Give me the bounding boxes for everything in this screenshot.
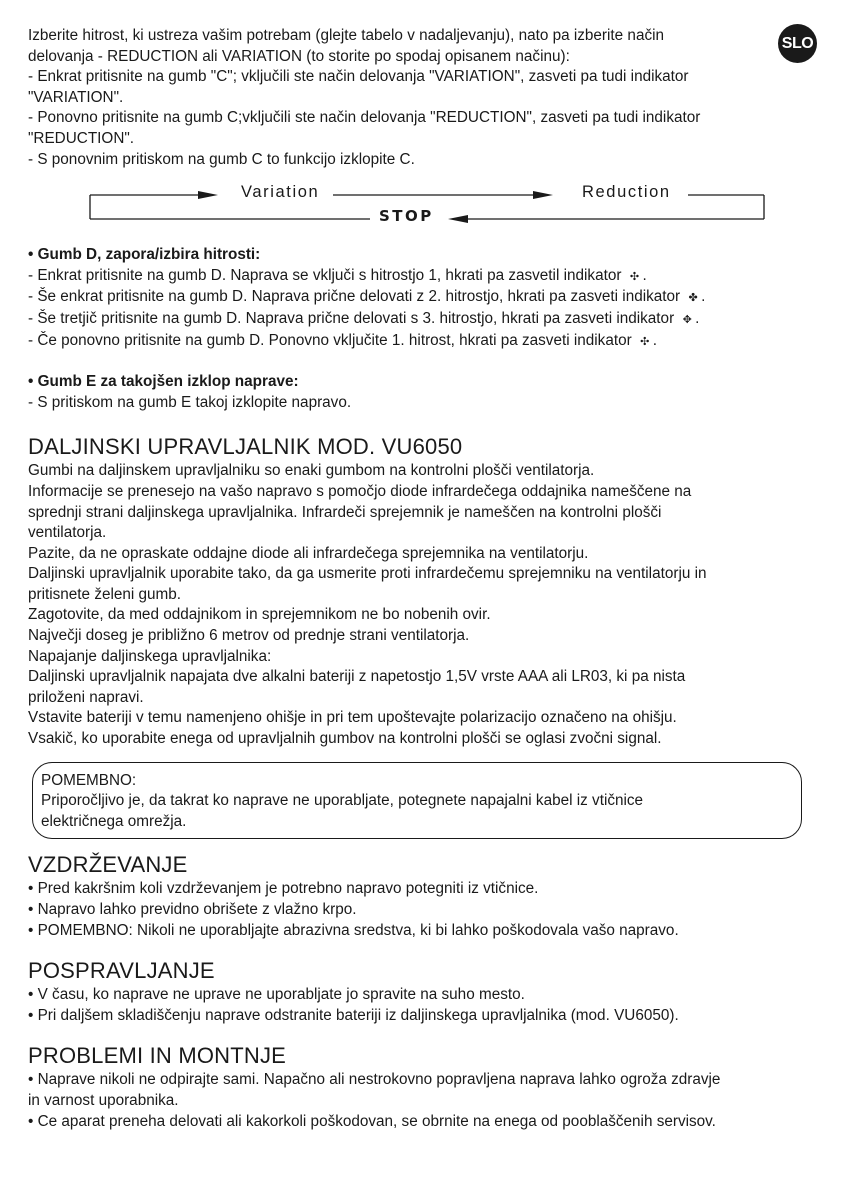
maintenance-item: • POMEMBNO: Nikoli ne uporabljajte abrazivna sredstva, ki bi lahko poškodovala vašo napravo. <box>28 921 679 939</box>
flow-reduction-label: Reduction <box>582 183 671 202</box>
intro-line: - Enkrat pritisnite na gumb "C"; vključili ste način delovanja "VARIATION", zasveti pa tudi indikator <box>28 68 689 86</box>
intro-line: delovanja - REDUCTION ali VARIATION (to storite po spodaj opisanem načinu): <box>28 47 570 65</box>
remote-line: Zagotovite, da med oddajnikom in sprejemnikom ne bo nobenih ovir. <box>28 606 491 624</box>
button-d-line <box>28 266 798 288</box>
notice-line: električnega omrežja. <box>41 812 187 830</box>
remote-line: Največji doseg je približno 6 metrov od prednje strani ventilatorja. <box>28 627 470 645</box>
arrow-right-icon <box>198 191 218 199</box>
remote-line: pritisnete želeni gumb. <box>28 585 182 603</box>
fan-speed-1-icon: ✣ <box>640 335 650 348</box>
maintenance-title: VZDRŽEVANJE <box>28 852 188 878</box>
notice-label: POMEMBNO: <box>41 771 137 789</box>
button-d-text: - Še enkrat pritisnite na gumb D. Naprava prične delovati z 2. hitrostjo, hkrati pa zasveti indikator <box>28 288 681 306</box>
problems-section <box>28 1042 798 1132</box>
button-d-line <box>28 287 798 309</box>
intro-line: "REDUCTION". <box>28 129 135 147</box>
button-d-line <box>28 309 798 331</box>
button-d-line <box>28 331 798 353</box>
problems-title: PROBLEMI IN MONTNJE <box>28 1043 287 1069</box>
remote-title: DALJINSKI UPRAVLJALNIK MOD. VU6050 <box>28 434 463 460</box>
remote-line: Daljinski upravljalnik uporabite tako, da ga usmerite proti infrardečemu sprejemniku na ventilatorju in <box>28 565 707 583</box>
notice-line: Priporočljivo je, da takrat ko naprave ne uporabljate, potegnete napajalni kabel iz vtičnice <box>41 792 644 810</box>
remote-line: ventilatorja. <box>28 524 107 542</box>
maintenance-item: • Napravo lahko previdno obrišete z vlažno krpo. <box>28 901 357 918</box>
line-end: . <box>695 309 700 327</box>
language-badge: SLO <box>778 24 817 63</box>
storage-section <box>28 957 798 1026</box>
fan-speed-3-icon: ✥ <box>682 313 692 326</box>
storage-item: • Pri daljšem skladiščenju naprave odstranite bateriji iz daljinskega upravljalnika (mod. VU6050). <box>28 1006 679 1024</box>
mode-flow-diagram <box>28 181 798 243</box>
fan-speed-2-icon: ✤ <box>688 292 698 305</box>
remote-line: Informacije se prenesejo na vašo napravo s pomočjo diode infrardečega oddajnika nameščene na <box>28 482 692 500</box>
button-d-heading: • Gumb D, zapora/izbira hitrosti: <box>28 246 261 264</box>
remote-line: Pazite, da ne opraskate oddajne diode ali infrardečega sprejemnika na ventilatorju. <box>28 544 589 562</box>
line-end: . <box>701 288 706 306</box>
maintenance-item: • Pred kakršnim koli vzdrževanjem je potrebno napravo potegniti iz vtičnice. <box>28 880 539 898</box>
flow-variation-label: Variation <box>241 183 320 202</box>
intro-line: - Ponovno pritisnite na gumb C;vključili ste način delovanja "REDUCTION", zasveti pa tudi indikator <box>28 109 701 127</box>
remote-section <box>28 433 798 749</box>
problems-item: • Ce aparat preneha delovati ali kakorkoli poškodovan, se obrnite na enega od pooblaščenih servisov. <box>28 1112 716 1130</box>
flow-stop-label: STOP <box>376 207 437 225</box>
remote-line: Napajanje daljinskega upravljalnika: <box>28 647 272 665</box>
intro-section <box>28 26 798 170</box>
remote-line: priloženi napravi. <box>28 688 144 706</box>
remote-line: Vsakič, ko uporabite enega od upravljalnih gumbov na kontrolni plošči se oglasi zvočni signal. <box>28 730 662 748</box>
button-e-line: - S pritiskom na gumb E takoj izklopite napravo. <box>28 393 352 411</box>
remote-line: sprednji strani daljinskega upravljalnika. Infrardeči sprejemnik je nameščen na kontrolni plošči <box>28 503 662 521</box>
fan-speed-1-icon: ✣ <box>629 270 640 283</box>
button-d-text: - Enkrat pritisnite na gumb D. Naprava se vključi s hitrostjo 1, hkrati pa zasvetil indikator <box>28 266 622 284</box>
remote-line: Vstavite bateriji v temu namenjeno ohišje in pri tem upoštevajte polarizacijo označeno na ohišju. <box>28 709 677 727</box>
intro-line: "VARIATION". <box>28 88 124 106</box>
button-d-section <box>28 245 798 352</box>
remote-line: Daljinski upravljalnik napajata dve alkalni bateriji z napetostjo 1,5V vrste AAA ali LR03, ki pa nista <box>28 668 686 686</box>
line-end: . <box>652 331 657 349</box>
storage-title: POSPRAVLJANJE <box>28 958 215 984</box>
remote-line: Gumbi na daljinskem upravljalniku so enaki gumbom na kontrolni plošči ventilatorja. <box>28 462 595 480</box>
problems-item: in varnost uporabnika. <box>28 1091 179 1109</box>
button-e-section <box>28 372 798 413</box>
button-d-text: - Še tretjič pritisnite na gumb D. Naprava prične delovati s 3. hitrostjo, hkrati pa zasveti indikator <box>28 309 675 327</box>
line-end: . <box>642 266 647 284</box>
important-notice-box <box>32 762 802 840</box>
intro-line: - S ponovnim pritiskom na gumb C to funkcijo izklopite C. <box>28 150 415 168</box>
maintenance-section <box>28 851 798 941</box>
button-d-text: - Če ponovno pritisnite na gumb D. Ponovno vključite 1. hitrost, hkrati pa zasveti indikator <box>28 331 632 349</box>
button-e-heading: • Gumb E za takojšen izklop naprave: <box>28 373 299 391</box>
arrow-right-icon <box>533 191 553 199</box>
page-content <box>28 26 798 1132</box>
arrow-left-icon <box>448 215 468 223</box>
problems-item: • Naprave nikoli ne odpirajte sami. Napačno ali nestrokovno popravljena naprava lahko ogroža zdravje <box>28 1071 721 1089</box>
storage-item: • V času, ko naprave ne uprave ne uporabljate jo spravite na suho mesto. <box>28 986 525 1004</box>
intro-line: Izberite hitrost, ki ustreza vašim potrebam (glejte tabelo v nadaljevanju), nato pa izberite način <box>28 27 665 44</box>
